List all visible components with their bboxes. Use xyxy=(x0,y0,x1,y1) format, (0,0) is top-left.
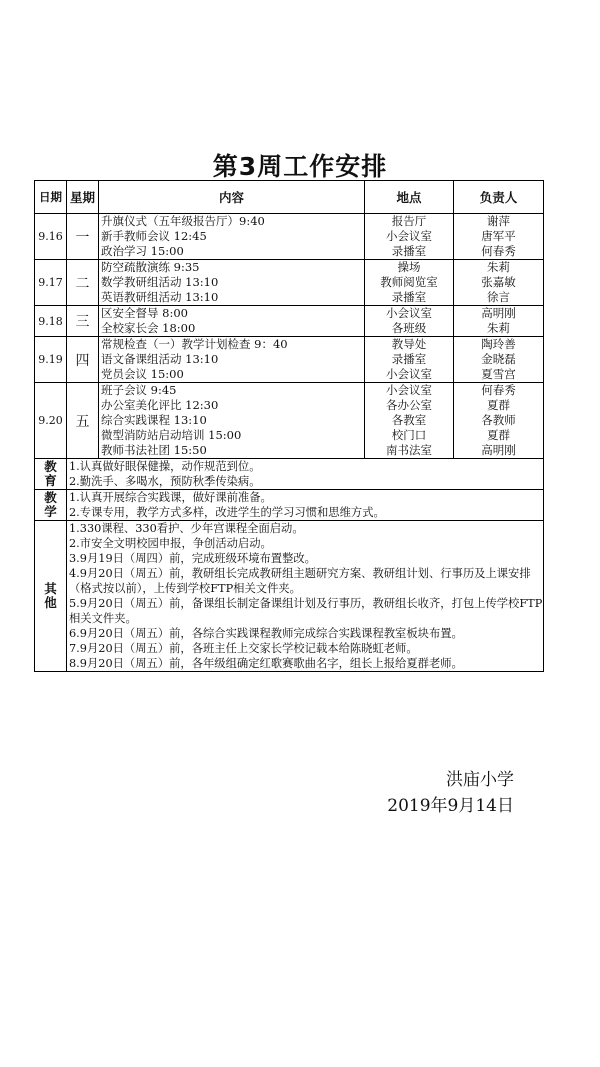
schedule-item: 党员会议 15:00 xyxy=(101,367,184,381)
schedule-item: 全校家长会 18:00 xyxy=(101,321,196,335)
day-place-cell xyxy=(365,260,454,306)
schedule-owner: 何春秀 xyxy=(481,244,516,258)
day-content-cell xyxy=(99,337,365,383)
schedule-place: 录播室 xyxy=(391,244,427,258)
day-weekday: 一 xyxy=(67,214,99,260)
header-weekday: 星期 xyxy=(67,181,99,214)
schedule-owner: 徐言 xyxy=(487,290,510,304)
day-owner-cell xyxy=(454,260,544,306)
day-place-cell xyxy=(365,214,454,260)
schedule-body xyxy=(35,181,544,672)
schedule-place: 操场 xyxy=(397,260,421,274)
schedule-owner: 谢萍 xyxy=(487,214,510,228)
section-note-line: 8.9月20日（周五）前，各年级组确定红歌赛歌曲名字，组长上报给夏群老师。 xyxy=(69,657,463,670)
day-owner-cell xyxy=(454,214,544,260)
schedule-place: 录播室 xyxy=(391,290,427,304)
schedule-owner: 金晓磊 xyxy=(481,352,516,366)
section-row xyxy=(35,521,544,672)
section-note-line: 5.9月20日（周五）前，备课组长制定备课组计划及行事历，教研组长收齐，打包上传学校FTP相关文件夹。 xyxy=(69,597,543,625)
day-owner-cell xyxy=(454,337,544,383)
schedule-place: 校门口 xyxy=(391,428,427,442)
schedule-owner: 张嘉敏 xyxy=(481,275,516,289)
day-weekday: 二 xyxy=(67,260,99,306)
day-date: 9.18 xyxy=(35,306,67,337)
section-label: 教 育 xyxy=(35,459,67,490)
schedule-owner: 朱莉 xyxy=(487,321,510,335)
schedule-item: 区安全督导 8:00 xyxy=(101,306,188,320)
schedule-item: 综合实践课程 13:10 xyxy=(101,413,207,427)
schedule-owner: 陶玲善 xyxy=(481,337,516,351)
schedule-item: 防空疏散演练 9:35 xyxy=(101,260,200,274)
schedule-item: 常规检查（一）教学计划检查 9：40 xyxy=(101,337,288,351)
day-row xyxy=(35,337,544,383)
schedule-owner: 夏群 xyxy=(487,398,510,412)
schedule-owner: 何春秀 xyxy=(481,383,516,397)
day-owner-cell xyxy=(454,383,544,459)
schedule-place: 小会议室 xyxy=(386,367,432,381)
schedule-item: 教师书法社团 15:50 xyxy=(101,443,207,457)
schedule-owner: 夏雪宫 xyxy=(481,367,516,381)
schedule-table xyxy=(34,180,544,672)
schedule-place: 小会议室 xyxy=(386,229,432,243)
section-note-line: 7.9月20日（周五）前，各班主任上交家长学校记载本给陈晓虹老师。 xyxy=(69,642,418,655)
day-weekday: 五 xyxy=(67,383,99,459)
section-note-line: 2.专课专用，教学方式多样，改进学生的学习习惯和思维方式。 xyxy=(69,506,385,519)
day-place-cell xyxy=(365,383,454,459)
section-notes xyxy=(67,521,544,672)
schedule-place: 小会议室 xyxy=(386,306,432,320)
day-row xyxy=(35,306,544,337)
schedule-owner: 各教师 xyxy=(481,413,516,427)
schedule-place: 小会议室 xyxy=(386,383,432,397)
schedule-place: 录播室 xyxy=(391,352,427,366)
schedule-item: 办公室美化评比 12:30 xyxy=(101,398,219,412)
school-name: 洪庙小学 xyxy=(446,770,514,790)
schedule-place: 各教室 xyxy=(391,413,427,427)
schedule-owner: 夏群 xyxy=(487,428,510,442)
schedule-item: 政治学习 15:00 xyxy=(101,244,184,258)
day-content-cell xyxy=(99,260,365,306)
day-date: 9.16 xyxy=(35,214,67,260)
schedule-item: 语文备课组活动 13:10 xyxy=(101,352,219,366)
section-note-line: 1.认真做好眼保健操，动作规范到位。 xyxy=(69,460,261,473)
schedule-item: 数学教研组活动 13:10 xyxy=(101,275,219,289)
schedule-owner: 朱莉 xyxy=(487,260,510,274)
page-title: 第3周工作安排 xyxy=(212,152,388,181)
section-note-line: 3.9月19日（周四）前，完成班级环境布置整改。 xyxy=(69,552,316,565)
day-place-cell xyxy=(365,337,454,383)
day-date: 9.20 xyxy=(35,383,67,459)
day-content-cell xyxy=(99,383,365,459)
section-note-line: 1.认真开展综合实践课，做好课前准备。 xyxy=(69,491,272,504)
schedule-item: 英语教研组活动 13:10 xyxy=(101,290,219,304)
day-content-cell xyxy=(99,306,365,337)
section-notes xyxy=(67,490,544,521)
schedule-place: 教师阅览室 xyxy=(380,275,438,289)
section-label: 教 学 xyxy=(35,490,67,521)
day-place-cell xyxy=(365,306,454,337)
header-date: 日期 xyxy=(35,181,67,214)
section-notes xyxy=(67,459,544,490)
section-note-line: 4.9月20日（周五）前，教研组长完成教研组主题研究方案、教研组计划、行事历及上课安排（格式按以前），上传到学校FTP相关文件夹。 xyxy=(69,567,531,595)
day-row xyxy=(35,383,544,459)
section-note-line: 6.9月20日（周五）前，各综合实践课程教师完成综合实践课程教室板块布置。 xyxy=(69,627,463,640)
schedule-item: 班子会议 9:45 xyxy=(101,383,177,397)
schedule-place: 南书法室 xyxy=(386,443,432,457)
header-content: 内容 xyxy=(99,181,365,214)
day-owner-cell xyxy=(454,306,544,337)
schedule-place: 各班级 xyxy=(391,321,427,335)
section-note-line: 2.勤洗手、多喝水，预防秋季传染病。 xyxy=(69,475,261,488)
header-owner: 负责人 xyxy=(454,181,544,214)
schedule-item: 升旗仪式（五年级报告厅）9:40 xyxy=(101,214,265,228)
day-date: 9.17 xyxy=(35,260,67,306)
section-row xyxy=(35,459,544,490)
day-weekday: 四 xyxy=(67,337,99,383)
section-note-line: 2.市安全文明校园申报，争创活动启动。 xyxy=(69,537,272,550)
header-place: 地点 xyxy=(365,181,454,214)
day-row xyxy=(35,214,544,260)
section-note-line: 1.330课程、330看护、少年宫课程全面启动。 xyxy=(69,522,304,535)
schedule-place: 各办公室 xyxy=(386,398,432,412)
schedule-owner: 唐军平 xyxy=(481,229,516,243)
day-content-cell xyxy=(99,214,365,260)
schedule-owner: 高明刚 xyxy=(481,306,516,320)
schedule-item: 新手教师会议 12:45 xyxy=(101,229,207,243)
schedule-place: 教导处 xyxy=(391,337,427,351)
schedule-place: 报告厅 xyxy=(391,214,427,228)
section-label: 其 他 xyxy=(35,521,67,672)
section-row xyxy=(35,490,544,521)
day-row xyxy=(35,260,544,306)
schedule-item: 微型消防站启动培训 15:00 xyxy=(101,428,242,442)
issue-date: 2019年9月14日 xyxy=(387,796,514,816)
day-date: 9.19 xyxy=(35,337,67,383)
day-weekday: 三 xyxy=(67,306,99,337)
schedule-owner: 高明刚 xyxy=(481,443,516,457)
header-row xyxy=(35,181,544,214)
